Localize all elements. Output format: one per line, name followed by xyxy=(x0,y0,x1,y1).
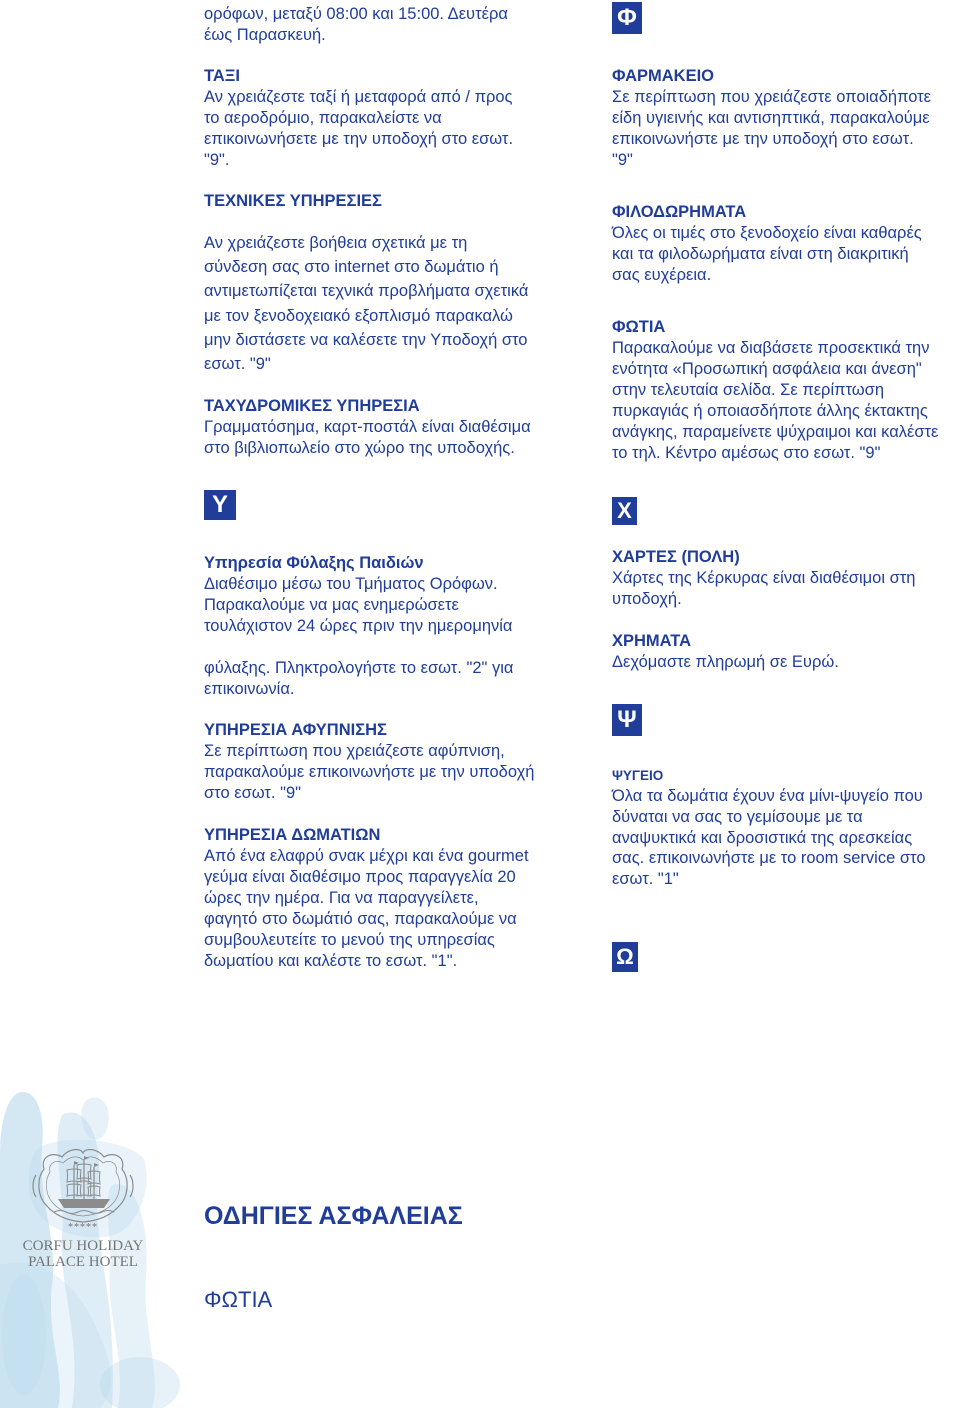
text-line: Διαθέσιμο μέσω του Τμήματος Ορόφων. xyxy=(204,575,498,593)
text-line: αντιμετωπίζεται τεχνικά προβλήματα σχετικά xyxy=(204,282,529,301)
text-line: και τα φιλοδωρήματα είναι στη διακριτική xyxy=(612,245,909,263)
text-line: Δεχόμαστε πληρωμή σε Ευρώ. xyxy=(612,653,839,671)
text-line: ενότητα «Προσωπική ασφάλεια και άνεση" xyxy=(612,360,922,378)
fridge-heading-block xyxy=(612,765,663,786)
text-line: Αν χρειάζεστε βοήθεια σχετικά με τη xyxy=(204,234,468,252)
babysitting-section xyxy=(204,553,512,637)
text-line: Παρακαλούμε να μας ενημερώσετε xyxy=(204,596,459,614)
maps-section xyxy=(612,547,915,610)
text-line: τουλάχιστον 24 ώρες πριν την ημερομηνία xyxy=(204,617,513,635)
letter-box-phi: Φ xyxy=(612,2,642,34)
text-line: είδη υγιεινής και αντισηπτικά, παρακαλούμε xyxy=(612,109,930,127)
text-line: φύλαξης. Πληκτρολογήστε το εσωτ. "2" για xyxy=(204,659,514,677)
text-line: ορόφων, μεταξύ 08:00 και 15:00. Δευτέρα xyxy=(204,5,508,23)
safety-instructions-title: ΟΔΗΓΙΕΣ ΑΣΦΑΛΕΙΑΣ xyxy=(204,1202,463,1230)
postal-services-heading: ΤΑΧΥΔΡΟΜΙΚΕΣ ΥΠΗΡΕΣΙΑ xyxy=(204,397,420,415)
text-line: εσωτ. "9" xyxy=(204,355,271,374)
fridge-heading: ΨΥΓΕΙΟ xyxy=(612,768,664,783)
fire-heading: ΦΩΤΙΑ xyxy=(612,318,666,336)
text-line: έως Παρασκευή. xyxy=(204,26,326,44)
letter-box-upsilon: Υ xyxy=(204,490,236,520)
babysitting-heading: Υπηρεσία Φύλαξης Παιδιών xyxy=(204,554,424,572)
text-line: ανάγκης, παραμείνετε ψύχραιμοι και καλέστε xyxy=(612,423,939,441)
text-line: σας ευχέρεια. xyxy=(612,266,712,284)
taxi-section xyxy=(204,66,513,171)
money-section xyxy=(612,631,839,673)
safety-fire-subtitle: ΦΩΤΙΑ xyxy=(204,1287,273,1312)
text-line: επικοινωνήστε με την υποδοχή στο εσωτ. xyxy=(612,130,914,148)
maps-heading: ΧΑΡΤΕΣ (ΠΟΛΗ) xyxy=(612,548,740,566)
text-line: Σε περίπτωση που χρειάζεστε οποιαδήποτε xyxy=(612,88,932,106)
wake-up-service-section xyxy=(204,720,534,804)
text-line: σας. επικοινωνήστε με το room service στο xyxy=(612,849,926,868)
tips-section xyxy=(612,202,922,286)
fridge-body xyxy=(612,786,926,890)
text-line: στο εσωτ. "9" xyxy=(204,784,301,802)
hotel-logo xyxy=(0,1085,200,1408)
wake-up-service-heading: ΥΠΗΡΕΣΙΑ ΑΦΥΠΝΙΣΗΣ xyxy=(204,721,387,739)
text-line: παρακαλούμε επικοινωνήστε με την υποδοχή xyxy=(204,763,535,781)
text-line: Γραμματόσημα, καρτ-ποστάλ είναι διαθέσιμα xyxy=(204,418,531,436)
technical-services-heading: ΤΕΧΝΙΚΕΣ ΥΠΗΡΕΣΙΕΣ xyxy=(204,192,382,210)
logo-stars: ***** xyxy=(68,1222,98,1233)
text-line: Από ένα ελαφρύ σνακ μέχρι και ένα gourmet xyxy=(204,847,529,865)
postal-services-section xyxy=(204,396,531,459)
text-line: πυρκαγιάς ή οποιασδήποτε άλλης έκτακτης xyxy=(612,402,928,420)
logo-name-line1: CORFU HOLIDAY xyxy=(22,1238,144,1254)
technical-services-body xyxy=(204,231,528,376)
letter-box-omega: Ω xyxy=(612,942,638,972)
text-line: Όλες οι τιμές στο ξενοδοχείο είναι καθαρές xyxy=(612,224,922,242)
room-service-section xyxy=(204,825,529,972)
text-line: μην διστάσετε να καλέσετε την Υποδοχή στο xyxy=(204,330,528,349)
text-line: το τηλ. Κέντρο αμέσως στο εσωτ. "9" xyxy=(612,444,881,462)
text-line: υποδοχή. xyxy=(612,590,682,608)
text-line: με τον ξενοδοχειακό εξοπλισμό παρακαλώ xyxy=(204,306,513,325)
room-service-heading: ΥΠΗΡΕΣΙΑ ΔΩΜΑΤΙΩΝ xyxy=(204,826,381,844)
letter-box-chi: Χ xyxy=(612,497,637,525)
letter-box-psi: Ψ xyxy=(612,704,642,736)
text-line: σύνδεση σας στο internet στο δωμάτιο ή xyxy=(204,258,499,277)
text-line: επικοινωνήσετε με την υποδοχή στο εσωτ. xyxy=(204,130,514,148)
pharmacy-section xyxy=(612,66,931,171)
fire-section xyxy=(612,317,938,464)
text-line: επικοινωνία. xyxy=(204,680,295,698)
text-line: Αν χρειάζεστε ταξί ή μεταφορά από / προς xyxy=(204,88,513,106)
text-line: γεύμα είναι διαθέσιμο προς παραγγελία 20 xyxy=(204,868,516,886)
ship-emblem-icon xyxy=(30,1145,136,1225)
text-line: δύναται να σας το γεμίσουμε με τα xyxy=(612,807,863,826)
text-line: Όλα τα δωμάτια έχουν ένα μίνι-ψυγείο που xyxy=(612,787,923,805)
pharmacy-heading: ΦΑΡΜΑΚΕΙΟ xyxy=(612,67,715,85)
text-line: το αεροδρόμιο, παρακαλείστε να xyxy=(204,109,442,127)
babysitting-continued xyxy=(204,658,513,700)
text-line: αναψυκτικά και δροσιστικά της αρεσκείας xyxy=(612,828,913,847)
money-heading: ΧΡΗΜΑΤΑ xyxy=(612,632,691,650)
text-line: εσωτ. "1" xyxy=(612,870,679,888)
text-line: Παρακαλούμε να διαβάσετε προσεκτικά την xyxy=(612,339,930,357)
text-line: στο βιβλιοπωλείο στο χώρο της υποδοχής. xyxy=(204,439,515,457)
text-line: δωματίου και καλέστε το εσωτ. "1". xyxy=(204,952,458,970)
taxi-heading: ΤΑΞΙ xyxy=(204,67,240,85)
text-line: στην τελευταία σελίδα. Σε περίπτωση xyxy=(612,381,885,399)
tips-heading: ΦΙΛΟΔΩΡΗΜΑΤΑ xyxy=(612,203,747,221)
logo-name-line2: PALACE HOTEL xyxy=(28,1254,138,1270)
text-line: Σε περίπτωση που χρειάζεστε αφύπνιση, xyxy=(204,742,505,760)
text-line: "9". xyxy=(204,151,230,169)
text-line: φαγητό στο δωμάτιό σας, παρακαλούμε να xyxy=(204,910,517,928)
text-line: ώρες την ημέρα. Για να παραγγείλετε, xyxy=(204,889,479,907)
technical-services-heading-block xyxy=(204,191,382,212)
floor-service-continuation xyxy=(204,4,508,46)
text-line: "9" xyxy=(612,151,633,169)
text-line: συμβουλευτείτε το μενού της υπηρεσίας xyxy=(204,931,495,949)
text-line: Χάρτες της Κέρκυρας είναι διαθέσιμοι στη xyxy=(612,569,916,587)
